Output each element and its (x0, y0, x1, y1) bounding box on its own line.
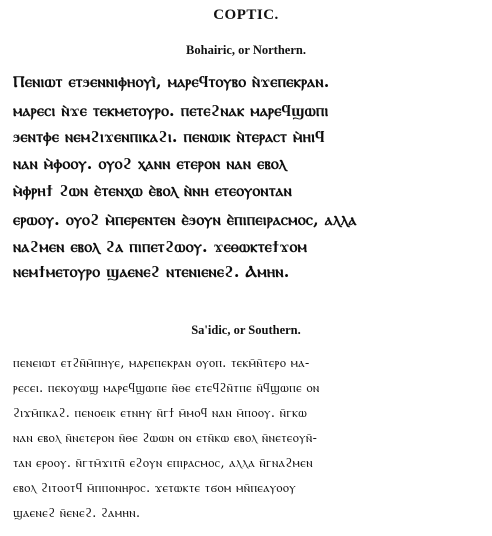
sahidic-line: ϣⲁⲉⲛⲉϩ ⲛ̄ⲉⲛⲉϩ. ϩⲁⲙⲏⲛ. (13, 505, 141, 520)
bohairic-line: ⲉⲣⲱⲟⲩ. ⲟⲩⲟϩ ⲙ̀ⲡⲉⲣⲉⲛⲧⲉⲛ ⲉ̀ϧⲟⲩⲛ ⲉ̀ⲡⲓⲡⲉⲓⲣⲁⲥⲙⲟⲥ, ⲁⲗⲗⲁ (13, 210, 357, 229)
bohairic-line: ⲛⲁⲛ ⲙ̀ⲫⲟⲟⲩ. ⲟⲩⲟϩ ⲭⲁⲛⲛ ⲉⲧⲉⲣⲟⲛ ⲛⲁⲛ ⲉⲃⲟⲗ (13, 154, 287, 173)
sahidic-line: ⲛⲁⲛ ⲉⲃⲟⲗ ⲛ̄ⲛⲉⲧⲉⲣⲟⲛ ⲛ̄ⲑⲉ ϩⲱⲱⲛ ⲟⲛ ⲉⲧⲛ̄ⲕⲱ ⲉⲃⲟⲗ ⲛ̄ⲛⲉⲧⲉⲟⲩⲛ̄- (13, 430, 318, 445)
bohairic-line: ⲛⲉⲙϯⲙⲉⲧⲟⲩⲣⲟ ϣⲁⲉⲛⲉϩ ⲛⲧⲉⲛⲓⲉⲛⲉϩ. Ⲁⲙⲏⲛ. (13, 262, 290, 281)
bohairic-line: ⲙ̀ⲫⲣⲏϯ ϩⲱⲛ ⲉ̀ⲧⲉⲛⲭⲱ ⲉ̀ⲃⲟⲗ ⲛ̀ⲛⲏ ⲉⲧⲉⲟⲩⲟⲛⲧⲁⲛ (13, 181, 293, 200)
bohairic-section-title: Bohairic, or Northern. (186, 43, 306, 57)
sahidic-line: ⲡⲉⲛⲉⲓⲱⲧ ⲉⲧϩⲛ̄ⲙ̄ⲡⲏⲩⲉ, ⲙⲁⲣⲉⲡⲉⲕⲣⲁⲛ ⲟⲩⲟⲡ. ⲧⲉⲕⲙ̄ⲛ̄ⲧⲉⲣⲟ ⲙⲁ- (13, 355, 310, 370)
bohairic-line: Ⲡⲉⲛⲓⲱⲧ ⲉⲧϧⲉⲛⲛⲓⲫⲏⲟⲩⲓ̀, ⲙⲁⲣⲉϥⲧⲟⲩⲃⲟ ⲛ̀ϫⲉⲡⲉⲕⲣⲁⲛ. (13, 72, 330, 91)
bohairic-line: ϧⲉⲛⲧⲫⲉ ⲛⲉⲙϩⲓϫⲉⲛⲡⲓⲕⲁϩⲓ. ⲡⲉⲛⲱⲓⲕ ⲛ̀ⲧⲉⲣⲁⲥⲧ ⲙ̀ⲏⲓϥ (13, 127, 325, 146)
bohairic-line: ⲙⲁⲣⲉⲥⲓ ⲛ̀ϫⲉ ⲧⲉⲕⲙⲉⲧⲟⲩⲣⲟ. ⲡⲉⲧⲉϩⲛⲁⲕ ⲙⲁⲣⲉϥϣⲱⲡⲓ (13, 101, 329, 120)
bohairic-line: ⲛⲁϩⲙⲉⲛ ⲉⲃⲟⲗ ϩⲁ ⲡⲓⲡⲉⲧϩⲱⲟⲩ. ϫⲉⲑⲱⲕⲧⲉϯϫⲟⲙ (13, 237, 308, 256)
sahidic-line: ⲉⲃⲟⲗ ϩⲓⲧⲟⲟⲧϥ ⲙ̄ⲡⲡⲟⲛⲏⲣⲟⲥ. ϫⲉⲧⲱⲕⲧⲉ ⲧϭⲟⲙ ⲙⲛ̄ⲡⲉⲁⲩⲟⲟⲩ (13, 480, 296, 495)
sahidic-line: ⲣⲉⲥⲉⲓ. ⲡⲉⲕⲟⲩⲱϣ ⲙⲁⲣⲉϥϣⲱⲡⲉ ⲛ̄ⲑⲉ ⲉⲧⲉϥϩⲛ̄ⲧⲡⲉ ⲛ̄ϥϣⲱⲡⲉ ⲟⲛ (13, 380, 320, 395)
sahidic-section-title: Sa'idic, or Southern. (191, 323, 301, 337)
page-title: COPTIC. (213, 7, 279, 23)
sahidic-line: ϩⲓϫⲙ̄ⲡⲕⲁϩ. ⲡⲉⲛⲟⲉⲓⲕ ⲉⲧⲛⲏⲩ ⲛ̄ⲅϯ ⲙ̄ⲙⲟϥ ⲛⲁⲛ ⲙ̄ⲡⲟⲟⲩ. ⲛ̄ⲅⲕⲱ (13, 405, 308, 420)
sahidic-line: ⲧⲁⲛ ⲉⲣⲟⲟⲩ. ⲛ̄ⲅⲧⲙ̄ϫⲓⲧⲛ̄ ⲉϩⲟⲩⲛ ⲉⲡⲓⲣⲁⲥⲙⲟⲥ, ⲁⲗⲗⲁ ⲛ̄ⲅⲛⲁϩⲙⲉⲛ (13, 455, 313, 470)
